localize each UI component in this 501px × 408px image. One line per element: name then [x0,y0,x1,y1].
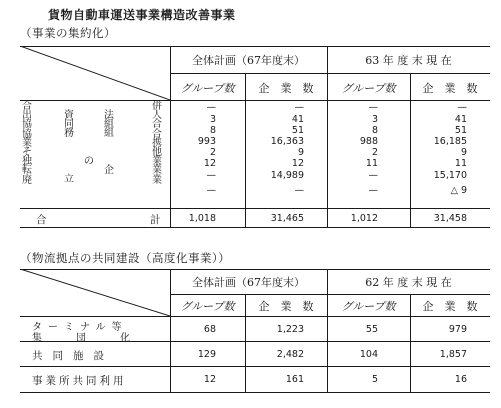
t2-r2-c1: 161 [285,374,304,385]
t1-r2-c2: 51 [454,125,467,136]
table2-header-companies-2: 企 業 数 [422,300,478,313]
t1-r4-c2: 9 [460,147,467,158]
t2-r0-c1: 1,223 [276,324,304,335]
table1-caption: （事業の集約化） [20,26,116,40]
t1-r3-g2: 988 [359,136,378,147]
table1-header-companies-2: 企 業 数 [422,82,478,95]
table2-row2-label: 事業所共同利用 [32,375,127,387]
table2-header-bottom-rule [20,316,490,317]
t2-r1-g2: 104 [359,349,378,360]
t1-r2-g1: 8 [209,125,216,136]
t1-r5-c1: 12 [291,158,304,169]
table1-total-label-right: 計 [150,214,161,226]
table2-row0-label-line1: ターミナル等 [32,322,128,333]
table1-header-plan: 全体計画（67年度末） [192,54,305,67]
table1-row-labels-col5b: 企 [104,165,114,176]
t2-r1-c1: 2,482 [276,349,304,360]
table1-vline-3 [327,46,328,227]
t2-r2-g2: 5 [371,374,378,385]
table1-vline-1 [170,46,171,227]
t1-r2-g2: 8 [371,125,378,136]
table1-vline-2 [245,73,246,227]
t1-r7-g2: — [368,185,378,196]
table1-header-companies-1: 企 業 数 [258,82,314,95]
table2-header-companies-1: 企 業 数 [258,300,314,313]
t1-r0-c1: — [294,102,304,113]
t1-r0-c2: — [457,102,467,113]
t1-r6-c1: 14,989 [270,170,304,181]
t1-total-g2: 1,012 [350,213,378,224]
t1-r3-c1: 16,363 [270,136,304,147]
t1-r1-c1: 41 [291,114,304,125]
table1-row-labels-col2: 資 同 務 [64,110,74,140]
table2-row0-label-line2: 集団化 [32,333,164,344]
table1-total-label-left: 合 [36,214,47,226]
t1-r2-c1: 51 [291,125,304,136]
table1-vline-4 [410,73,411,227]
table1-header-mid-rule [170,73,490,74]
table2-header-plan: 全体計画（67年度末） [192,276,305,289]
t1-r4-c1: 9 [297,147,304,158]
table1-row-labels-col4: の [84,156,94,167]
table2-bottom-rule [20,392,490,393]
t1-r5-g2: 11 [365,158,378,169]
t1-r0-g2: — [368,102,378,113]
t1-r6-g2: — [368,170,378,181]
t1-r5-g1: 12 [203,158,216,169]
table2-header-groups-1: グループ数 [180,300,235,313]
table1-header-groups-2: グループ数 [341,82,396,95]
table2-row1-label: 共同施設 [32,350,114,362]
t1-r7-c2: △ 9 [450,185,467,196]
t2-r1-g1: 129 [197,349,216,360]
t1-r4-g2: 2 [371,147,378,158]
table2-row-rule-2 [20,366,490,367]
t1-r3-g1: 993 [197,136,216,147]
t1-r5-c2: 11 [454,158,467,169]
page-title: 貨物自動車運送事業構造改善事業 [48,8,236,22]
table1-bottom-rule [20,227,490,228]
t1-total-c2: 31,458 [433,213,467,224]
table1-stub-diagonal [20,46,170,100]
table1-header-groups-1: グループ数 [180,82,235,95]
t2-r0-g2: 55 [365,324,378,335]
t1-r1-g1: 3 [209,114,216,125]
t1-r6-c2: 15,170 [433,170,467,181]
t1-r3-c2: 16,185 [433,136,467,147]
t1-r7-g1: — [206,185,216,196]
t1-total-c1: 31,465 [270,213,304,224]
table1-header-current: 63 年 度 末 現 在 [365,54,452,67]
t2-r0-g1: 68 [203,324,216,335]
table1-row-labels-col6: 併 人 合 合 携 他 業 業 業 [152,101,162,186]
table1-row-labels-col1: 合 出 協 協 業 そ 独 転 廃 [22,101,32,186]
t2-r0-c2: 979 [448,324,467,335]
t1-r1-c2: 41 [454,114,467,125]
t1-r7-c1: — [294,185,304,196]
table2-header-mid-rule [170,294,490,295]
t2-r2-g1: 12 [203,374,216,385]
t1-total-g1: 1,018 [188,213,216,224]
t1-r4-g1: 2 [209,147,216,158]
t2-r2-c2: 16 [454,374,467,385]
table1-row-labels-col3: 法 組 組 [104,110,114,140]
table2-header-groups-2: グループ数 [341,300,396,313]
t1-r1-g2: 3 [371,114,378,125]
t2-r1-c2: 1,857 [439,349,467,360]
t1-r6-g1: — [206,170,216,181]
table2-header-current: 62 年 度 末 現 在 [365,276,452,289]
table1-total-rule [20,208,490,209]
table1-header-bottom-rule [20,100,490,101]
t1-r0-g1: — [206,102,216,113]
table2-caption: （物流拠点の共同建設（高度化事業）） [20,251,231,265]
table2-stub-diagonal [20,269,170,316]
table1-row-labels-col5: 立 [64,174,74,185]
